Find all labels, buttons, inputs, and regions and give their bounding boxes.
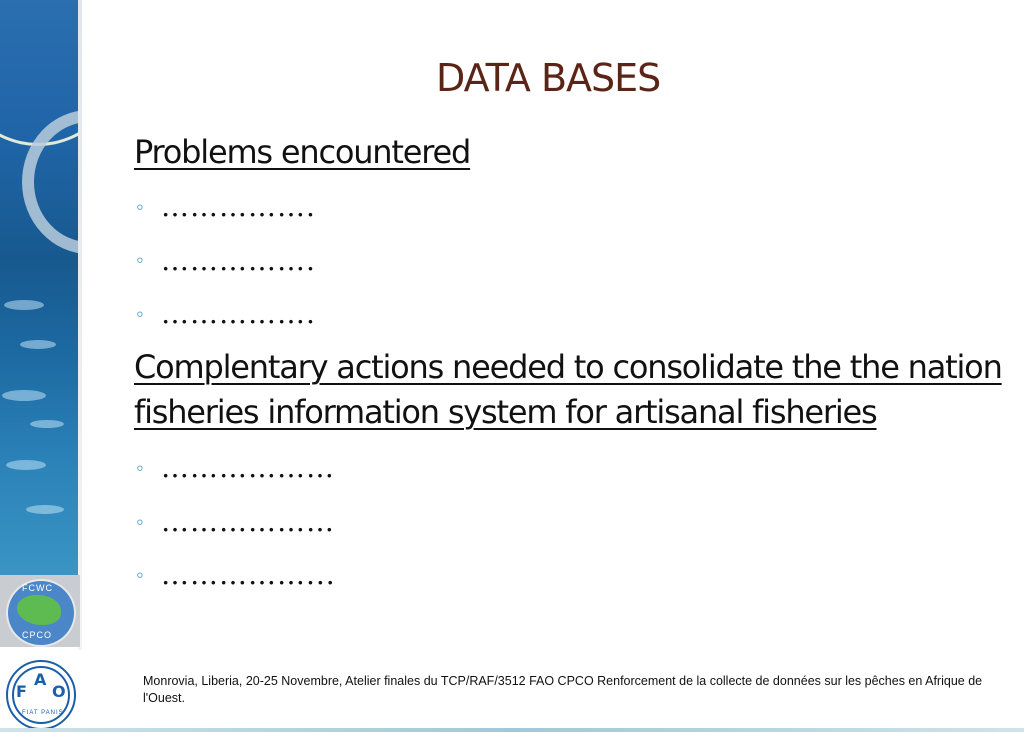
bullet-icon: ◦ [136, 194, 144, 219]
fish-shape [2, 390, 46, 401]
fcwc-logo [0, 575, 80, 647]
fish-shape [30, 420, 64, 428]
bullet-icon: ◦ [136, 455, 144, 480]
bullet-icon: ◦ [136, 562, 144, 587]
fish-shape [6, 460, 46, 470]
list-item: ……………. [161, 244, 316, 277]
bullet-icon: ◦ [136, 247, 144, 272]
fao-logo [6, 660, 76, 730]
bullet-icon: ◦ [136, 301, 144, 326]
list-item: ……………… [161, 451, 335, 484]
strip-border [78, 0, 82, 650]
fish-shape [20, 340, 56, 349]
slide-title: DATA BASES [436, 56, 661, 100]
fao-letter-o: O [52, 682, 66, 701]
list-item: ……………. [161, 297, 316, 330]
bottom-divider [0, 728, 1024, 732]
fao-motto: FIAT PANIS [22, 710, 64, 716]
list-item: ……………. [161, 190, 316, 223]
list-item: ……………... [161, 558, 336, 591]
fish-shape [26, 505, 64, 514]
fao-letter-a: A [34, 670, 47, 689]
fcwc-logo-top-text: FCWC [22, 583, 53, 593]
bullet-icon: ◦ [136, 509, 144, 534]
list-item: ……………… [161, 505, 335, 538]
fao-letter-f: F [16, 682, 27, 701]
decorative-ocean-strip [0, 0, 78, 575]
fish-shape [4, 300, 44, 310]
footer-text: Monrovia, Liberia, 20-25 Novembre, Atelier finales du TCP/RAF/3512 FAO CPCO Renforcement de la collecte de données sur les pêches en Afrique de l'Ouest. [143, 674, 983, 705]
section-heading-problems: Problems encountered [134, 133, 471, 171]
section-heading-actions-line1: Complentary actions needed to consolidate the the nation [134, 348, 1002, 386]
fcwc-logo-bottom-text: CPCO [22, 630, 53, 640]
section-heading-actions-line2: fisheries information system for artisanal fisheries [134, 393, 877, 431]
